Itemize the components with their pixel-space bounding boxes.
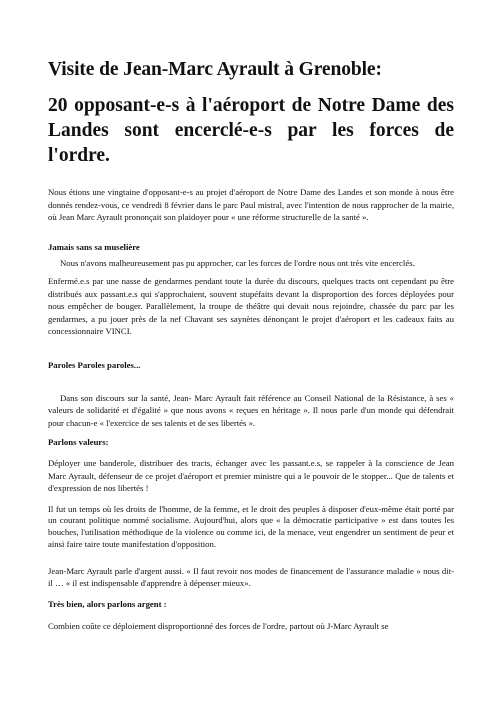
section-heading-valeurs: Parlons valeurs:	[48, 437, 109, 447]
page-subtitle: 20 opposant-e-s à l'aéroport de Notre Dame des Landes sont encerclé-e-s par les forces de l'ordre.	[48, 95, 454, 166]
document-page	[48, 58, 454, 632]
paragraph-valeurs-2: Il fut un temps où les droits de l'homme, de la femme, et le droit des peuples à disposer d'eux-même était porté par un courant politique nommé socialisme. Aujourd'hui, alors que « la démocratie participative » est dans toutes les bouches, l'utilisation méthodique de la violence ou comme ici, de la menace, veut engendrer un sentiment de peur et ainsi faire taire toute manifestation d'opposition.	[48, 503, 454, 549]
paragraph-valeurs-1: Déployer une banderole, distribuer des tracts, échanger avec les passant.e.s, se rappeler à la conscience de Jean Marc Ayrault, défenseur de ce projet d'aéroport et premier ministre qui a le pouvoir de le stopper... Que de talents et d'expression de nos libertés !	[48, 458, 454, 493]
paragraph-ayrault-argent: Jean-Marc Ayrault parle d'argent aussi. « Il faut revoir nos modes de financement de l'assurance maladie » nous dit-il … « il est indispensable d'apprendre à dépenser mieux».	[48, 565, 454, 589]
section-heading-jamais: Jamais sans sa muselière	[48, 241, 140, 252]
page-title: Visite de Jean-Marc Ayrault à Grenoble:	[48, 59, 382, 80]
paragraph-paroles: Dans son discours sur la santé, Jean- Marc Ayrault fait référence au Conseil National de la Résistance, à ses « valeurs de solidarité et d'égalité » que nous avons « reçues en héritage ». Il nous parle d'un monde qui défendrait pour chacun-e « l'exercice de ses talents et de ses libertés ».	[48, 392, 454, 428]
section-heading-paroles: Paroles Paroles paroles...	[48, 359, 141, 370]
paragraph-jamais-1: Nous n'avons malheureusement pas pu approcher, car les forces de l'ordre nous ont très vite encerclés.	[60, 257, 415, 268]
paragraph-jamais-2: Enfermé.e.s par une nasse de gendarmes pendant toute la durée du discours, quelques tracts ont cependant pu être distribués aux passant.e.s qui s'approchaient, souvent stupéfaits devant la disproportion des forces déployées pour nous empêcher de bouger. Parallèlement, la troupe de théâtre qui devait nous rejoindre, chassée du parc par les gendarmes, a pu jouer près de la nef Chavant ses saynètes dénonçant le projet d'aéroport et les cadeaux faits au concessionnaire VINCI.	[48, 276, 454, 336]
paragraph-combien: Combien coûte ce déploiement disproportionné des forces de l'ordre, partout où J-Marc Ayrault se	[48, 620, 389, 631]
intro-paragraph: Nous étions une vingtaine d'opposant-e-s au projet d'aéroport de Notre Dame des Landes et son monde à nous être donnés rendez-vous, ce vendredi 8 février dans le parc Paul mistral, avec l'intention de nous rapprocher de la mairie, où Jean Marc Ayrault prononçait son plaidoyer pour « une réforme structurelle de la santé ».	[48, 187, 454, 222]
section-heading-argent: Très bien, alors parlons argent :	[48, 598, 167, 609]
